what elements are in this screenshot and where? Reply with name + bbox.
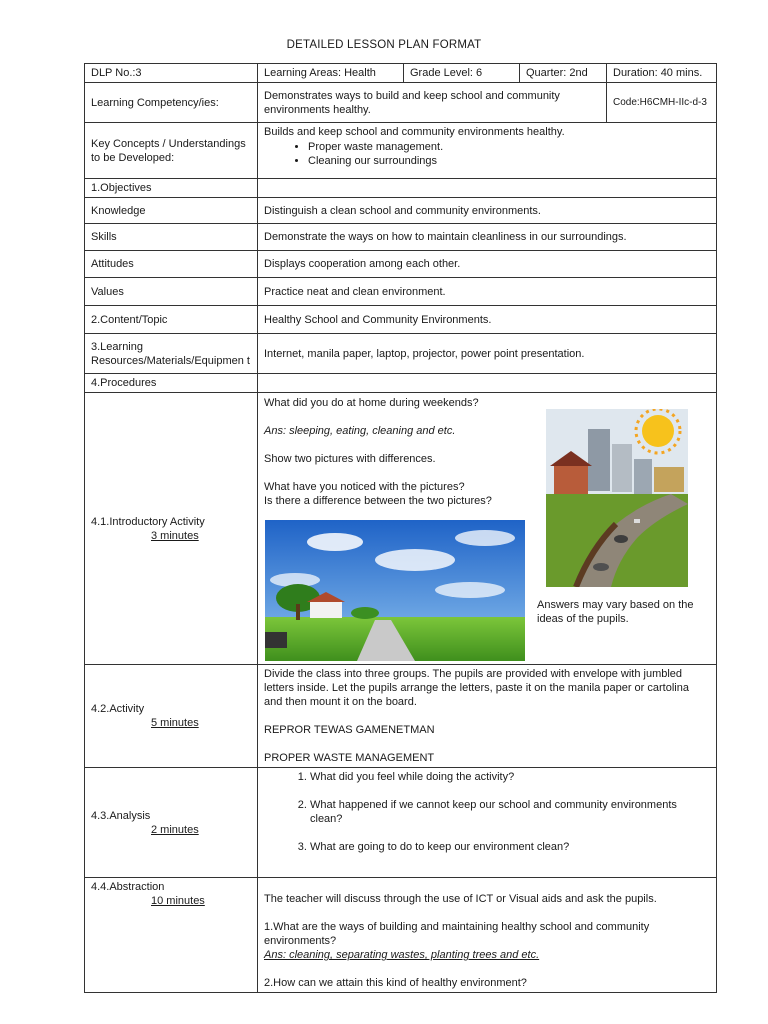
dlp-number: DLP No.:3 bbox=[85, 64, 258, 83]
intro-question-3: Is there a difference between the two pictures? bbox=[264, 495, 492, 507]
objectives-heading-row bbox=[85, 179, 717, 198]
list-item: 1. What did you feel while doing the activity? bbox=[310, 770, 710, 784]
knowledge-value: Distinguish a clean school and community environments. bbox=[258, 198, 717, 224]
abstraction-label: 4.4.Abstraction bbox=[91, 881, 165, 893]
abstraction-question-2: 2.How can we attain this kind of healthy environment? bbox=[264, 977, 527, 989]
list-item: • Proper waste management. bbox=[308, 140, 710, 154]
resources-value: Internet, manila paper, laptop, projector, power point presentation. bbox=[258, 334, 717, 374]
content-value: Healthy School and Community Environments. bbox=[258, 306, 717, 334]
intro-note: Answers may vary based on the ideas of the pupils. bbox=[537, 599, 694, 625]
values-value: Practice neat and clean environment. bbox=[258, 278, 717, 306]
skills-label: Skills bbox=[85, 224, 258, 251]
resources-label: 3.Learning Resources/Materials/Equipmen t bbox=[85, 334, 258, 374]
activity-label-cell bbox=[85, 665, 258, 768]
key-concepts-value bbox=[258, 123, 717, 179]
objectives-heading: 1.Objectives bbox=[85, 179, 258, 198]
abstraction-intro: The teacher will discuss through the use of ICT or Visual aids and ask the pupils. bbox=[264, 893, 657, 905]
header-row bbox=[85, 64, 717, 83]
abstraction-row bbox=[85, 878, 717, 993]
polluted-environment-image bbox=[546, 409, 688, 587]
activity-row bbox=[85, 665, 717, 768]
analysis-label-cell bbox=[85, 768, 258, 878]
values-row bbox=[85, 278, 717, 306]
attitudes-label: Attitudes bbox=[85, 251, 258, 278]
intro-activity-label-cell bbox=[85, 393, 258, 665]
competency-value: Demonstrates ways to build and keep school and community environments healthy. bbox=[258, 83, 607, 123]
intro-activity-row bbox=[85, 393, 717, 665]
competency-label: Learning Competency/ies: bbox=[85, 83, 258, 123]
lesson-plan-table bbox=[84, 63, 717, 993]
knowledge-row bbox=[85, 198, 717, 224]
clean-environment-image bbox=[265, 520, 525, 661]
intro-activity-time: 3 minutes bbox=[151, 529, 199, 542]
content-label: 2.Content/Topic bbox=[85, 306, 258, 334]
intro-activity-content bbox=[258, 393, 717, 665]
competency-code: Code:H6CMH-IIc-d-3 bbox=[607, 83, 717, 123]
list-item: 3. What are going to do to keep our environment clean? bbox=[310, 840, 710, 854]
list-item: 2. What happened if we cannot keep our school and community environments clean? bbox=[310, 798, 710, 826]
competency-row bbox=[85, 83, 717, 123]
key-concepts-row bbox=[85, 123, 717, 179]
analysis-questions bbox=[264, 770, 710, 854]
key-concepts-label: Key Concepts / Understandings to be Developed: bbox=[85, 123, 258, 179]
key-concepts-intro: Builds and keep school and community environments healthy. bbox=[264, 126, 565, 138]
analysis-label: 4.3.Analysis bbox=[91, 809, 151, 822]
knowledge-label: Knowledge bbox=[85, 198, 258, 224]
intro-show: Show two pictures with differences. bbox=[264, 453, 436, 465]
intro-question-1: What did you do at home during weekends? bbox=[264, 397, 479, 409]
analysis-row bbox=[85, 768, 717, 878]
learning-areas: Learning Areas: Health bbox=[258, 64, 404, 83]
grade-level: Grade Level: 6 bbox=[404, 64, 520, 83]
analysis-time: 2 minutes bbox=[151, 823, 199, 836]
abstraction-time: 10 minutes bbox=[151, 895, 205, 907]
activity-jumbled: REPROR TEWAS GAMENETMAN bbox=[264, 724, 435, 736]
activity-time: 5 minutes bbox=[151, 717, 199, 729]
content-row bbox=[85, 306, 717, 334]
values-label: Values bbox=[85, 278, 258, 306]
list-item: • Cleaning our surroundings bbox=[308, 154, 710, 168]
abstraction-question-1: 1.What are the ways of building and maintaining healthy school and community environments? bbox=[264, 921, 650, 947]
procedures-heading-row bbox=[85, 374, 717, 393]
abstraction-content bbox=[258, 878, 717, 993]
intro-question-2: What have you noticed with the pictures? bbox=[264, 481, 465, 493]
attitudes-row bbox=[85, 251, 717, 278]
attitudes-value: Displays cooperation among each other. bbox=[258, 251, 717, 278]
activity-label: 4.2.Activity bbox=[91, 703, 145, 715]
quarter: Quarter: 2nd bbox=[520, 64, 607, 83]
document-title: DETAILED LESSON PLAN FORMAT bbox=[286, 39, 482, 51]
intro-answer: Ans: sleeping, eating, cleaning and etc. bbox=[264, 425, 456, 437]
abstraction-answer-1: Ans: cleaning, separating wastes, planting trees and etc. bbox=[264, 949, 540, 961]
intro-activity-label: 4.1.Introductory Activity bbox=[91, 515, 205, 528]
activity-answer: PROPER WASTE MANAGEMENT bbox=[264, 752, 435, 764]
resources-row bbox=[85, 334, 717, 374]
duration: Duration: 40 mins. bbox=[607, 64, 717, 83]
key-concepts-list bbox=[264, 140, 710, 168]
procedures-heading: 4.Procedures bbox=[85, 374, 258, 393]
skills-value: Demonstrate the ways on how to maintain cleanliness in our surroundings. bbox=[258, 224, 717, 251]
abstraction-label-cell bbox=[85, 878, 258, 993]
analysis-content bbox=[258, 768, 717, 878]
activity-text: Divide the class into three groups. The pupils are provided with envelope with jumbled letters inside. Let the pupils arrange the letters, paste it on the manila paper or cartolina and then mount it on the board. bbox=[264, 668, 689, 708]
activity-content bbox=[258, 665, 717, 768]
skills-row bbox=[85, 224, 717, 251]
